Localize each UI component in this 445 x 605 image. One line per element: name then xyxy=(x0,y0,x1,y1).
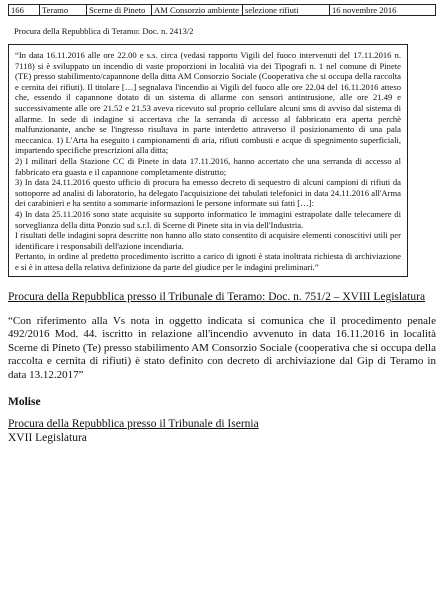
quote-paragraph: 3) In data 24.11.2016 questo ufficio di procura ha emesso decreto di sequestro di alcuni campioni di rifiuti da sottoporre ad analisi di laboratorio, ha delegato l'acquisizione dei tabulati telefonici in data 24.11.2016 all'Arma dei carabinieri e ha sentito a sommarie informazioni le persone informate sui fatti […]: xyxy=(15,177,401,209)
incident-table xyxy=(8,4,436,16)
quote-paragraph: Pertanto, in ordine al predetto procedimento iscritto a carico di ignoti è stata inoltrata richiesta di archiviazione e si è in attesa della relativa definizione da parte del giudice per le indagini preliminari.” xyxy=(15,251,401,272)
table-cell-date: 16 novembre 2016 xyxy=(330,5,436,16)
quote-paragraph: 2) I militari della Stazione CC di Pinete in data 17.11.2016, hanno accertato che una serranda di accesso al fabbricato era guasta e il capannone completamente distrutto; xyxy=(15,155,401,177)
document-page xyxy=(8,4,436,445)
region-heading: Molise xyxy=(8,396,41,408)
quote-paragraph: 4) In data 25.11.2016 sono state acquisite su supporto informatico le immagini estrapolate dalle telecamere di sorveglianza della ditta Ponzio sud s.r.l. di Scerne di Pinete sita in via dell'Industria. xyxy=(15,208,401,230)
table-row xyxy=(9,5,436,16)
table-cell-province: Teramo xyxy=(40,5,87,16)
table-cell-number: 166 xyxy=(9,5,40,16)
table-cell-locality: Scerne di Pineto xyxy=(87,5,152,16)
quote-box xyxy=(8,44,408,277)
legislature-label: XVII Legislatura xyxy=(8,431,87,444)
section-heading-teramo: Procura della Repubblica presso il Tribunale di Teramo: Doc. n. 751/2 – XVIII Legislatura xyxy=(8,291,426,304)
quote-paragraph: I risultati delle indagini sopra descritte non hanno allo stato consentito di acquisire elementi conoscitivi utili per identificare i responsabili dell'azione incendiaria. xyxy=(15,230,401,251)
quote-paragraph: “In data 16.11.2016 alle ore 22.00 e s.s. circa (vedasi rapporto Vigili del fuoco intervenuti del 17.11.2016 n. 7118) si è sviluppato un incendio di vaste proporzioni in località via dei Tipografi n. 1 nel comune di Pinete (TE) presso stabilimento/capannone della ditta AM Consorzio Sociale (Cooperativa che si occupa della raccolta e cernita dei rifiuti). Il titolare […] segnalava l'incendio ai Vigili del fuoco alle ore 22.04 del 16.11.2016 atteso che, essendo il capannone dotato di un sistema di allarme con sensori antintrusione, alle ore 21.49 e successivamente alle ore 21.52 e 21.53 aveva ricevuto sul proprio cellulare alcuni sms di avviso dal sistema di allarme. In sede di indagine si accertava che la serranda di accesso al fabbricato era aperta perchè malfunzionante, anche se l'ingresso risultava in parte interdetto attraverso il posizionamento di una pala meccanica. 1) L'Arta ha eseguito i campionamenti di aria, rifiuti combusti e acque di spegnimento superficiali, impartendo specifiche prescrizioni alla ditta; xyxy=(15,50,401,156)
archive-quote: “Con riferimento alla Vs nota in oggetto indicata si comunica che il procedimento penale 492/2016 Mod. 44. iscritto in relazione all'incendio avvenuto in data 16.11.2016 in località Scerne di Pineto (Te) presso stabilimento AM Consorzio Sociale (cooperativa che si occupa della raccolta e cernita di rifiuti) è stato definito con decreto di archiviazione dal Gip di Teramo in data 13.12.2017” xyxy=(8,314,436,381)
table-cell-company: AM Consorzio ambiente xyxy=(152,5,243,16)
source-reference: Procura della Repubblica di Teramo: Doc. n. 2413/2 xyxy=(14,26,194,36)
section-heading-isernia: Procura della Repubblica presso il Tribunale di Isernia xyxy=(8,418,259,430)
table-cell-activity: selezione rifiuti xyxy=(243,5,330,16)
